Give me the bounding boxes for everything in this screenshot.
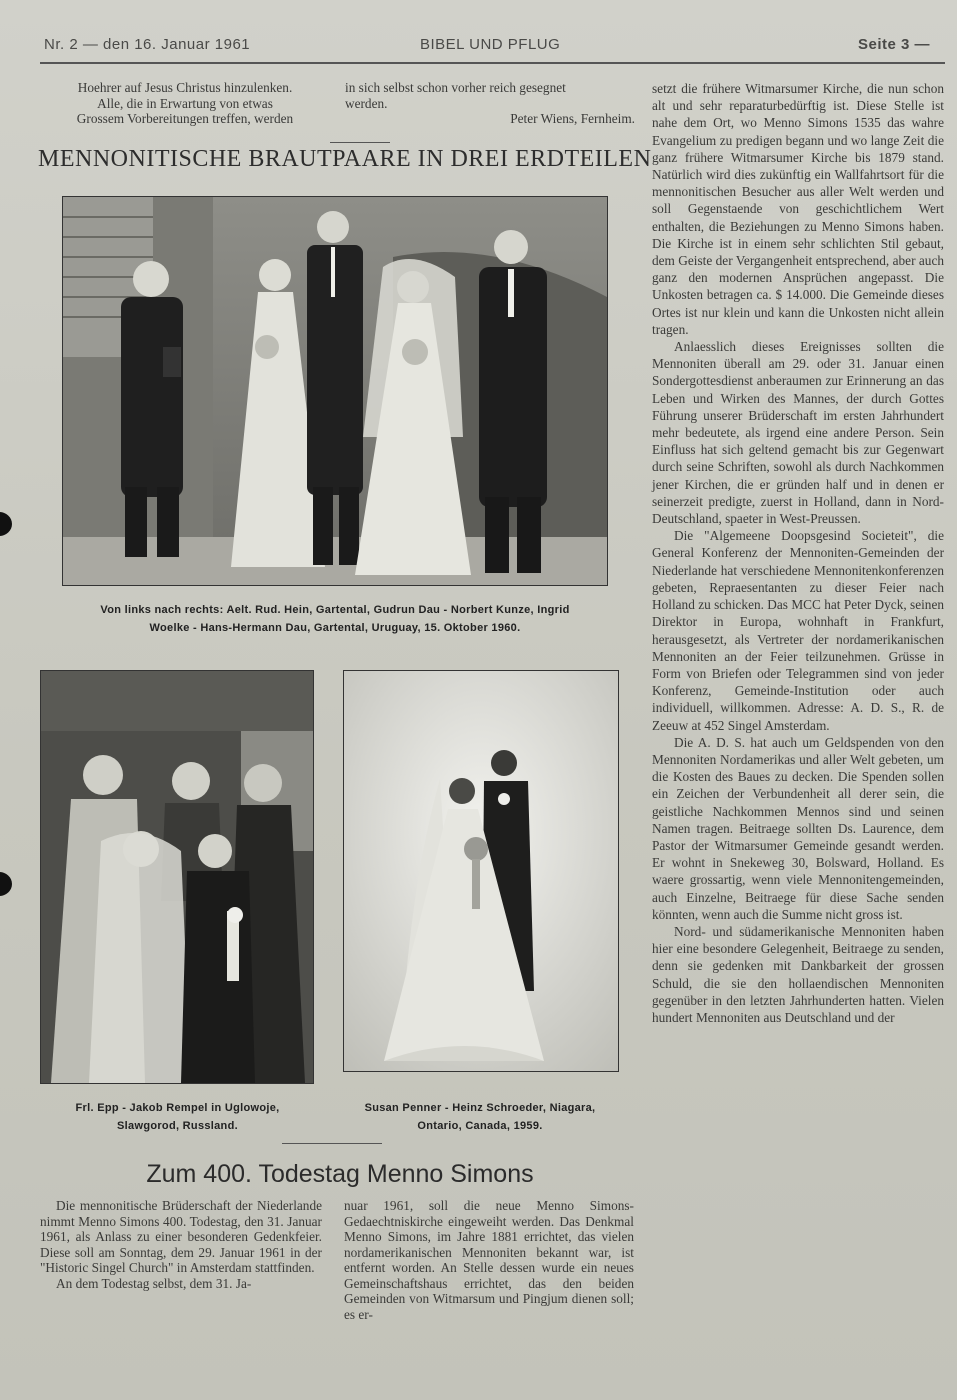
wedding-photo-couple-canada xyxy=(343,670,619,1072)
article-paragraph: nuar 1961, soll die neue Menno Simons-Gedaechtniskirche eingeweiht werden. Das Denkmal Menno Simons, im Jahre 1881 errichtet, das vielen nordamerikanischen Mennoniten bekannt war, ist entfernt worden. An Stelle dessen wurde ein neues Gemeinschaftshaus errichtet, das den beiden Gemeinden von Witmarsum und Pingjum dienen soll; es er- xyxy=(344,1198,634,1322)
article-column-right xyxy=(652,80,944,1026)
caption-line: Woelke - Hans-Hermann Dau, Gartental, Uruguay, 15. Oktober 1960. xyxy=(149,622,521,634)
divider xyxy=(282,1143,382,1144)
continuation-line: in sich selbst schon vorher reich gesegnet xyxy=(345,80,566,95)
caption-line: Von links nach rechts: Aelt. Rud. Hein, Gartental, Gudrun Dau - Norbert Kunze, Ingrid xyxy=(100,604,570,616)
article-paragraph: setzt die frühere Witmarsumer Kirche, die nun schon alt und sehr reparaturbedürftig ist. Diese Stelle ist nahe dem Ort, wo Menno Simons 1535 das wahre Evangelium zu predigen begann und wo lange Zeit die ganz frühere Witmarsumer Kirche bis 1879 stand. Natürlich wird dies zukünftig ein Wallfahrtsort für die mennonitischen Besucher aus aller Welt werden und soll Gegenstaende von geschichtlichem Wert enthalten, die Beziehungen zu Menno Simons haben. Die Kirche ist in einem sehr schlichten Stil gebaut, dem Geiste der Vergangenheit entsprechend, aber auch ganz den modernen Ansprüchen angepasst. Die Unkosten betragen ca. $ 14.000. Die Gemeinde dieses Ortes ist nur klein und kann die Unkosten nicht allein tragen. xyxy=(652,81,944,337)
publication-title: BIBEL UND PFLUG xyxy=(420,36,561,53)
wedding-photo-group-uruguay xyxy=(62,196,608,586)
article-paragraph: Die "Algemeene Doopsgesind Societeit", die General Konferenz der Mennoniten-Gemeinden der Niederlande hat verschiedene Mennonitenkonferenzen gebeten, Repraesentanten zu dieser Feier nach Holland zu schicken. Das MCC hat Peter Dyck, seinen Direktor in Europa, wohnhaft in Frankfurt, herausgesetzt, als Vertreter der nordamerikanischen Mennoniten an der Feier teilzunehmen. Grüsse in Form von Briefen oder Telegrammen sind von jeder Konferenz, Gemeinde-Institution oder auch individuell, willkommen. Adresse: A. D. S., R. de Zeeuw at 452 Singel Amsterdam. xyxy=(652,528,944,733)
continuation-right xyxy=(345,80,635,127)
photo-caption-russia xyxy=(30,1099,325,1135)
wedding-photo-group-russia xyxy=(40,670,314,1084)
photo-caption-canada xyxy=(335,1099,625,1135)
caption-line: Frl. Epp - Jakob Rempel in Uglowoje, xyxy=(75,1102,280,1114)
punch-hole xyxy=(0,872,12,896)
continuation-left xyxy=(40,80,330,127)
author-signature: Peter Wiens, Fernheim. xyxy=(510,111,635,126)
caption-line: Susan Penner - Heinz Schroeder, Niagara, xyxy=(364,1102,596,1114)
article-paragraph: Die A. D. S. hat auch um Geldspenden von den Mennoniten Nordamerikas und aller Welt gebeten, um die Kosten des Baues zu decken. Die Spenden sollen ein Zeichen der Verbundenheit all derer sein, die geistliche Nachkommen Mennos sind und seinen Namen tragen. Beitraege sollten Ds. Laurence, dem Pastor der Witmarsumer Gemeinde gesandt werden. Er wohnt in Snekeweg 30, Bolsward, Holland. Es waere grossartig, wenn viele Mennonitengemeinden, auch Einzelne, Beitraege für diese Sache senden könnten, wenn auch die Summe nicht gross ist. xyxy=(652,734,944,922)
article-column-2 xyxy=(344,1198,634,1322)
headline: MENNONITISCHE BRAUTPAARE IN DREI ERDTEILEN xyxy=(38,146,652,172)
punch-hole xyxy=(0,512,12,536)
continuation-line: werden. xyxy=(345,95,388,111)
article-paragraph: Die mennonitische Brüderschaft der Niederlande nimmt Menno Simons 400. Todestag, den 31. Januar 1961, als Anlass zu einer besonderen Gedenkfeier. Diese soll am Sonntag, dem 29. Januar 1961 in der "Historic Singel Church" in Amsterdam stattfinden. xyxy=(40,1198,322,1275)
article-paragraph: Anlaesslich dieses Ereignisses sollten die Mennoniten überall am 29. oder 31. Januar einen Sondergottesdienst anberaumen zur Erinnerung an das Leben und Wirken des Mannes, der durch Gottes Führung unserer Brüderschaft im ersten Jahrhundert mehr bedeutete, als irgend eine andere Person. Sein Einfluss hat sich geltend gemacht bis zur Gegenwart durch seine Schriften, sowohl als durch Nachkommen jener Kirchen, die er gründen half und in denen er seinerzeit predigte, zuerst in Holland, dann in Nord-Deutschland, spaeter in West-Preussen. xyxy=(652,339,944,527)
issue-number: Nr. 2 — den 16. Januar 1961 xyxy=(44,36,251,53)
article-paragraph: An dem Todestag selbst, dem 31. Ja- xyxy=(56,1275,252,1291)
photo-caption-uruguay xyxy=(30,601,640,637)
header-rule xyxy=(40,62,945,64)
caption-line: Ontario, Canada, 1959. xyxy=(417,1120,543,1132)
section-title: Zum 400. Todestag Menno Simons xyxy=(146,1160,534,1188)
continuation-line: Grossem Vorbereitungen treffen, werden xyxy=(76,111,294,126)
article-column-1 xyxy=(40,1198,322,1291)
page-number: Seite 3 — xyxy=(858,36,931,53)
divider xyxy=(330,142,390,143)
continuation-line: Hoehrer auf Jesus Christus hinzulenken. xyxy=(77,80,293,95)
article-paragraph: Nord- und südamerikanische Mennoniten haben hier eine besondere Gelegenheit, Beitraege zu senden, denn sie gedenken mit Dankbarkeit der grossen Schuld, die sie den hollaendischen Mennoniten gegenüber in den letzten Jahrhunderten hatten. Vielen hundert Mennoniten aus Deutschland und der xyxy=(652,923,944,1025)
continuation-line: Alle, die in Erwartung von etwas xyxy=(97,95,273,111)
caption-line: Slawgorod, Russland. xyxy=(117,1120,238,1132)
